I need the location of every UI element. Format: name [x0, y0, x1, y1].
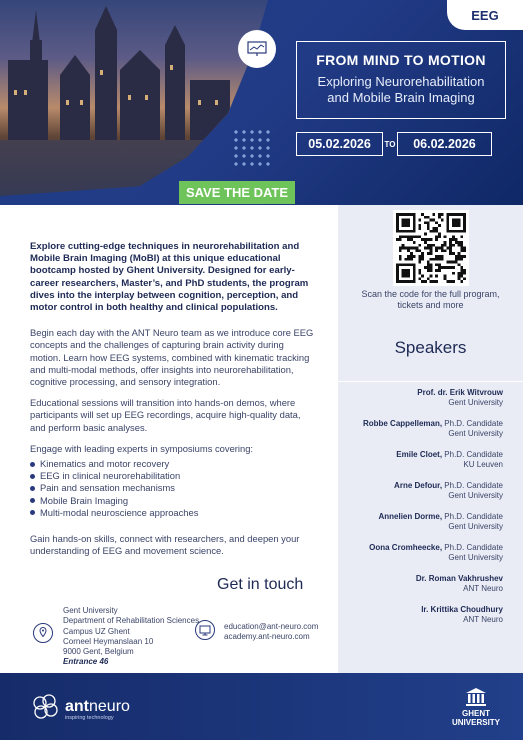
paragraph: Gain hands-on skills, connect with researchers, and deepen your understanding of EEG and movement science.	[30, 533, 300, 557]
speaker-item: Prof. dr. Erik Witvrouw Gent University	[417, 388, 503, 408]
event-dates	[296, 132, 492, 156]
contact-title: Get in touch	[217, 576, 304, 593]
event-title: FROM MIND TO MOTION	[316, 52, 486, 68]
hero-banner	[0, 0, 523, 205]
speaker-item: Annelien Dorme, Ph.D. Candidate Gent University	[378, 512, 503, 532]
date-separator: TO	[384, 139, 396, 149]
entrance-label: Entrance 46	[63, 657, 109, 667]
sidebar	[338, 205, 523, 673]
paragraph: Engage with leading experts in symposiums covering:	[30, 442, 254, 454]
contact-links	[224, 622, 318, 643]
footer	[0, 673, 523, 740]
qr-code[interactable]	[393, 210, 469, 286]
topic-list	[30, 458, 317, 519]
monitor-icon	[238, 30, 276, 68]
speaker-item: Dr. Roman Vakhrushev ANT Neuro	[415, 574, 503, 594]
ant-neuro-logo: antneuro	[65, 698, 130, 715]
program-description	[30, 241, 317, 557]
email-link[interactable]: education@ant-neuro.com	[224, 622, 319, 631]
start-date: 05.02.2026	[296, 132, 383, 156]
speaker-list	[338, 388, 503, 636]
speaker-item: Oona Cromheecke, Ph.D. Candidate Gent University	[369, 543, 503, 563]
list-item: Multi-modal neuroscience approaches	[30, 507, 317, 519]
brain-logo-icon	[30, 692, 60, 722]
list-item: Pain and sensation mechanisms	[30, 482, 317, 494]
event-title-box	[296, 41, 506, 119]
speaker-item: Ir. Krittika Choudhury ANT Neuro	[421, 605, 503, 625]
website-link[interactable]: academy.ant-neuro.com	[224, 632, 310, 642]
city-photo	[0, 0, 268, 196]
speaker-item: Emile Cloet, Ph.D. Candidate KU Leuven	[396, 450, 503, 470]
event-subtitle: Exploring Neurorehabilitation and Mobile Brain Imaging	[317, 74, 485, 105]
eeg-badge: EEG	[447, 0, 523, 30]
address-block: Gent University Department of Rehabilitation Sciences Campus UZ Ghent Corneel Heymanslaan 10 9000 Gent, Belgium Entrance 46	[63, 606, 200, 667]
speaker-item: Robbe Cappelleman, Ph.D. Candidate Gent University	[362, 419, 503, 439]
decorative-dots	[232, 128, 272, 168]
scan-instructions: Scan the code for the full program, tickets and more	[361, 289, 500, 310]
end-date: 06.02.2026	[397, 132, 492, 156]
location-pin-icon	[33, 623, 53, 643]
speakers-title: Speakers	[394, 338, 467, 357]
list-item: Kinematics and motor recovery	[30, 458, 317, 470]
lead-paragraph: Explore cutting-edge techniques in neurorehabilitation and Mobile Brain Imaging (MoBI) at this unique educational bootcamp hosted by Ghent University. Designed for early-career researchers, Master’s, and PhD students, the program dives into the interplay between cognition, perception, and motor control in both healthy and clinical populations.	[30, 241, 309, 314]
speaker-item: Arne Defour, Ph.D. Candidate Gent University	[394, 481, 503, 501]
ghent-university-logo: GHENT UNIVERSITY	[452, 687, 500, 727]
divider	[338, 381, 523, 382]
university-building-icon	[465, 687, 487, 707]
list-item: EEG in clinical neurorehabilitation	[30, 470, 317, 482]
computer-icon	[195, 620, 215, 640]
paragraph: Begin each day with the ANT Neuro team as we introduce core EEG concepts and the challenges of capturing brain activity during motion. Learn how EEG systems, combined with kinematic tracking and multi-modal methods, offer insights into neurorehabilitation, cognitive processing, and sensory integration.	[30, 327, 314, 388]
save-the-date-banner: SAVE THE DATE	[179, 181, 295, 204]
list-item: Mobile Brain Imaging	[30, 495, 317, 507]
paragraph: Educational sessions will transition into hands-on demos, where participants will set up EEG recordings, acquire high-quality data, and perform basic analyses.	[30, 397, 301, 433]
ant-tagline: inspiring technology	[65, 715, 114, 721]
